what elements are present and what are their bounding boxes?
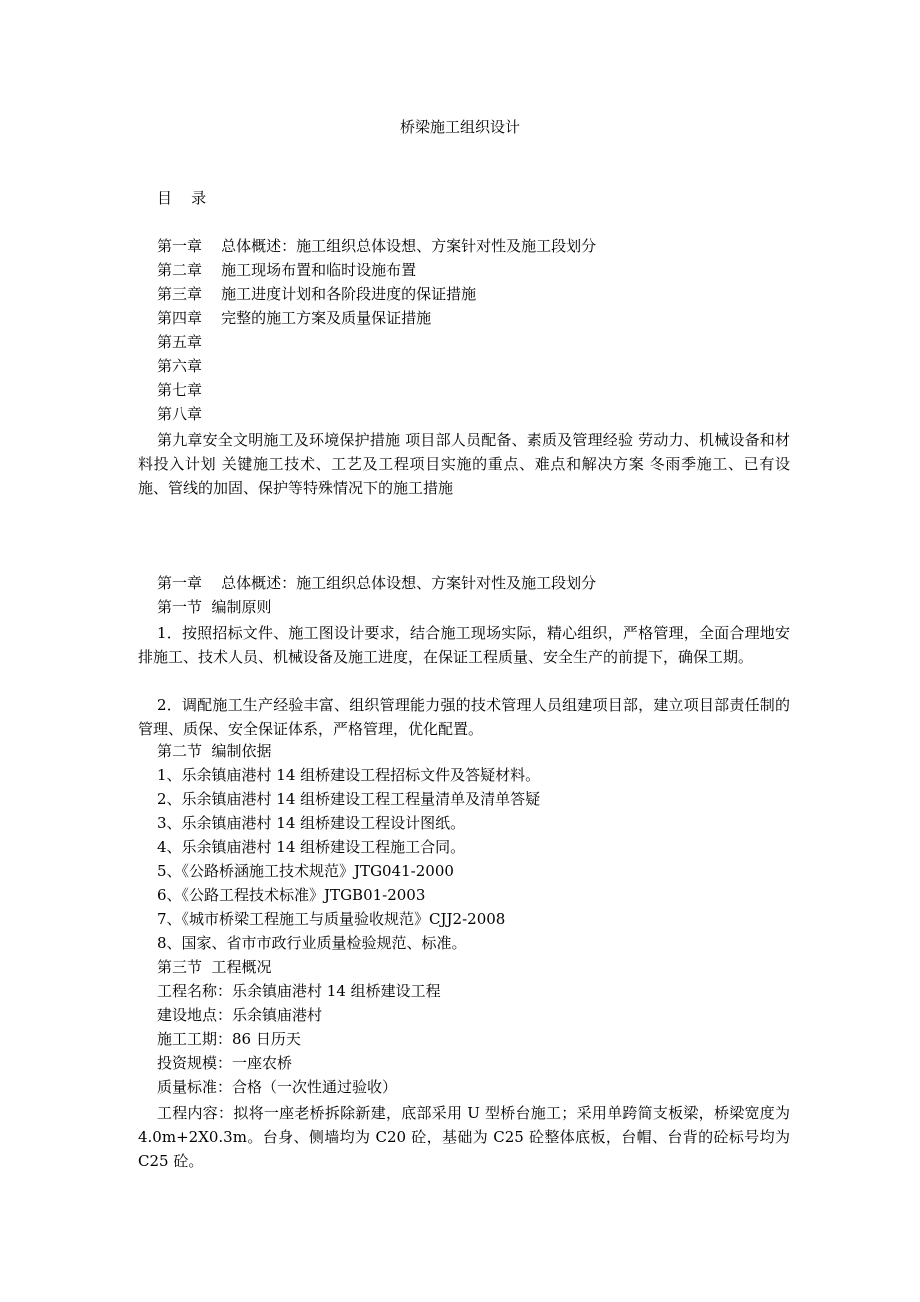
document-title: 桥梁施工组织设计 xyxy=(399,118,520,136)
chapter-heading: 第一章 总体概述：施工组织总体设想、方案针对性及施工段划分 xyxy=(157,574,597,592)
toc-item: 第六章 xyxy=(157,357,203,375)
overview-item: 工程名称：乐余镇庙港村 14 组桥建设工程 xyxy=(157,982,441,1000)
content-paragraph: 工程内容：拟将一座老桥拆除新建，底部采用 U 型桥台施工；采用单跨简支板梁，桥梁宽度为 4.0m+2X0.3m。台身、侧墙均为 C20 砼，基础为 C25 砼整体底板，台帽、台背的砼标号均为 C25 砼。 xyxy=(138,1104,790,1170)
principle-paragraph: 2．调配施工生产经验丰富、组织管理能力强的技术管理人员组建项目部，建立项目部责任制的管理、质保、安全保证体系，严格管理，优化配置。 xyxy=(138,696,790,738)
basis-item: 4、乐余镇庙港村 14 组桥建设工程施工合同。 xyxy=(157,838,466,856)
section-heading: 第三节 工程概况 xyxy=(157,958,272,976)
toc-item: 第四章 完整的施工方案及质量保证措施 xyxy=(157,309,432,327)
overview-item: 质量标准：合格（一次性通过验收） xyxy=(157,1078,398,1096)
basis-item: 7、《城市桥梁工程施工与质量验收规范》CJJ2-2008 xyxy=(157,910,506,928)
overview-item: 建设地点：乐余镇庙港村 xyxy=(157,1006,323,1024)
basis-item: 2、乐余镇庙港村 14 组桥建设工程工程量清单及清单答疑 xyxy=(157,790,541,808)
overview-item: 施工工期：86 日历天 xyxy=(157,1030,301,1048)
overview-item: 投资规模：一座农桥 xyxy=(157,1054,293,1072)
toc-item: 第二章 施工现场布置和临时设施布置 xyxy=(157,261,417,279)
toc-item: 第五章 xyxy=(157,333,203,351)
toc-item: 第一章 总体概述：施工组织总体设想、方案针对性及施工段划分 xyxy=(157,237,597,255)
toc-item: 第八章 xyxy=(157,405,203,423)
toc-heading: 目 录 xyxy=(157,189,207,207)
section-heading: 第二节 编制依据 xyxy=(157,742,272,760)
basis-item: 5、《公路桥涵施工技术规范》JTG041-2000 xyxy=(157,862,454,880)
section-heading: 第一节 编制原则 xyxy=(157,598,272,616)
toc-item: 第三章 施工进度计划和各阶段进度的保证措施 xyxy=(157,285,477,303)
toc-item: 第七章 xyxy=(157,381,203,399)
basis-item: 3、乐余镇庙港村 14 组桥建设工程设计图纸。 xyxy=(157,814,466,832)
basis-item: 6、《公路工程技术标准》JTGB01-2003 xyxy=(157,886,426,904)
basis-item: 8、国家、省市市政行业质量检验规范、标准。 xyxy=(157,934,467,952)
principle-paragraph: 1．按照招标文件、施工图设计要求，结合施工现场实际，精心组织，严格管理，全面合理地安排施工、技术人员、机械设备及施工进度，在保证工程质量、安全生产的前提下，确保工期。 xyxy=(138,624,790,666)
basis-item: 1、乐余镇庙港村 14 组桥建设工程招标文件及答疑材料。 xyxy=(157,766,541,784)
toc-paragraph: 第九章安全文明施工及环境保护措施 项目部人员配备、素质及管理经验 劳动力、机械设备和材料投入计划 关键施工技术、工艺及工程项目实施的重点、难点和解决方案 冬雨季施工、已有设施、管线的加固、保护等特殊情况下的施工措施 xyxy=(138,431,790,497)
